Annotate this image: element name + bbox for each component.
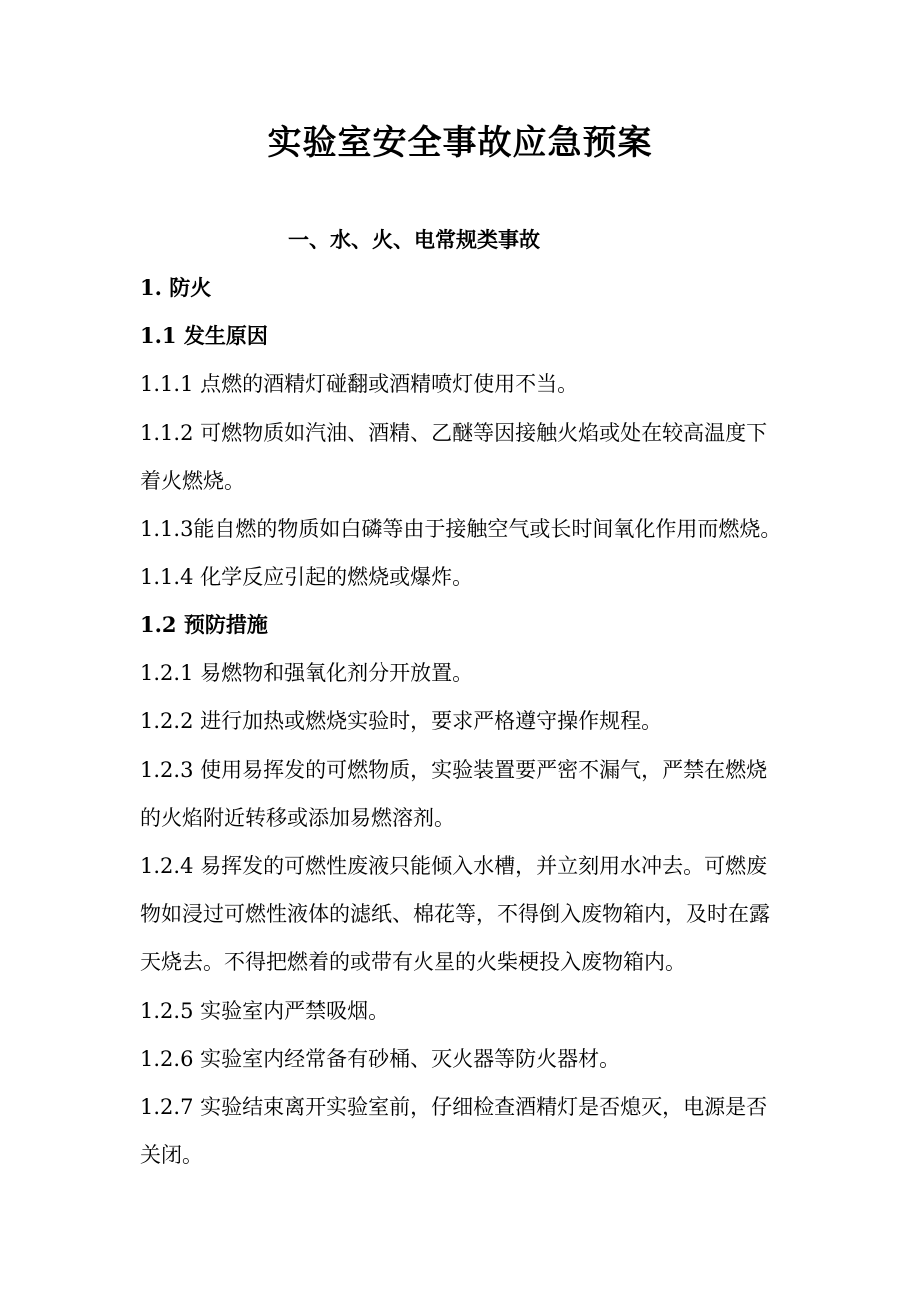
paragraph-line: 1.1.2 可燃物质如汽油、酒精、乙醚等因接触火焰或处在较高温度下 [140,421,768,445]
paragraph-line: 着火燃烧。 [140,469,245,493]
paragraph-line: 1.2.7 实验结束离开实验室前，仔细检查酒精灯是否熄灭，电源是否 [140,1095,768,1119]
paragraph-line: 物如浸过可燃性液体的滤纸、棉花等，不得倒入废物箱内，及时在露 [140,902,770,926]
section-heading: 一、水、火、电常规类事故 [288,227,540,252]
paragraph-line: 1.2.1 易燃物和强氧化剂分开放置。 [140,661,474,685]
paragraph-line: 1.1.3能自燃的物质如白磷等由于接触空气或长时间氧化作用而燃烧。 [140,517,782,541]
heading-causes: 1.1 发生原因 [140,323,268,348]
heading-preventive-measures: 1.2 预防措施 [140,612,268,637]
paragraph-line: 1.1.1 点燃的酒精灯碰翻或酒精喷灯使用不当。 [140,372,579,396]
document-title: 实验室安全事故应急预案 [267,123,653,163]
paragraph-line: 天烧去。不得把燃着的或带有火星的火柴梗投入废物箱内。 [140,950,686,974]
paragraph-line: 关闭。 [140,1143,203,1167]
heading-fire-prevention: 1. 防火 [140,275,212,300]
paragraph-line: 1.2.3 使用易挥发的可燃物质，实验装置要严密不漏气，严禁在燃烧 [140,758,768,782]
paragraph-line: 1.2.2 进行加热或燃烧实验时，要求严格遵守操作规程。 [140,709,663,733]
paragraph-line: 1.2.4 易挥发的可燃性废液只能倾入水槽，并立刻用水冲去。可燃废 [140,854,768,878]
paragraph-line: 的火焰附近转移或添加易燃溶剂。 [140,806,455,830]
paragraph-line: 1.1.4 化学反应引起的燃烧或爆炸。 [140,565,474,589]
paragraph-line: 1.2.5 实验室内严禁吸烟。 [140,999,390,1023]
paragraph-line: 1.2.6 实验室内经常备有砂桶、灭火器等防火器材。 [140,1047,621,1071]
